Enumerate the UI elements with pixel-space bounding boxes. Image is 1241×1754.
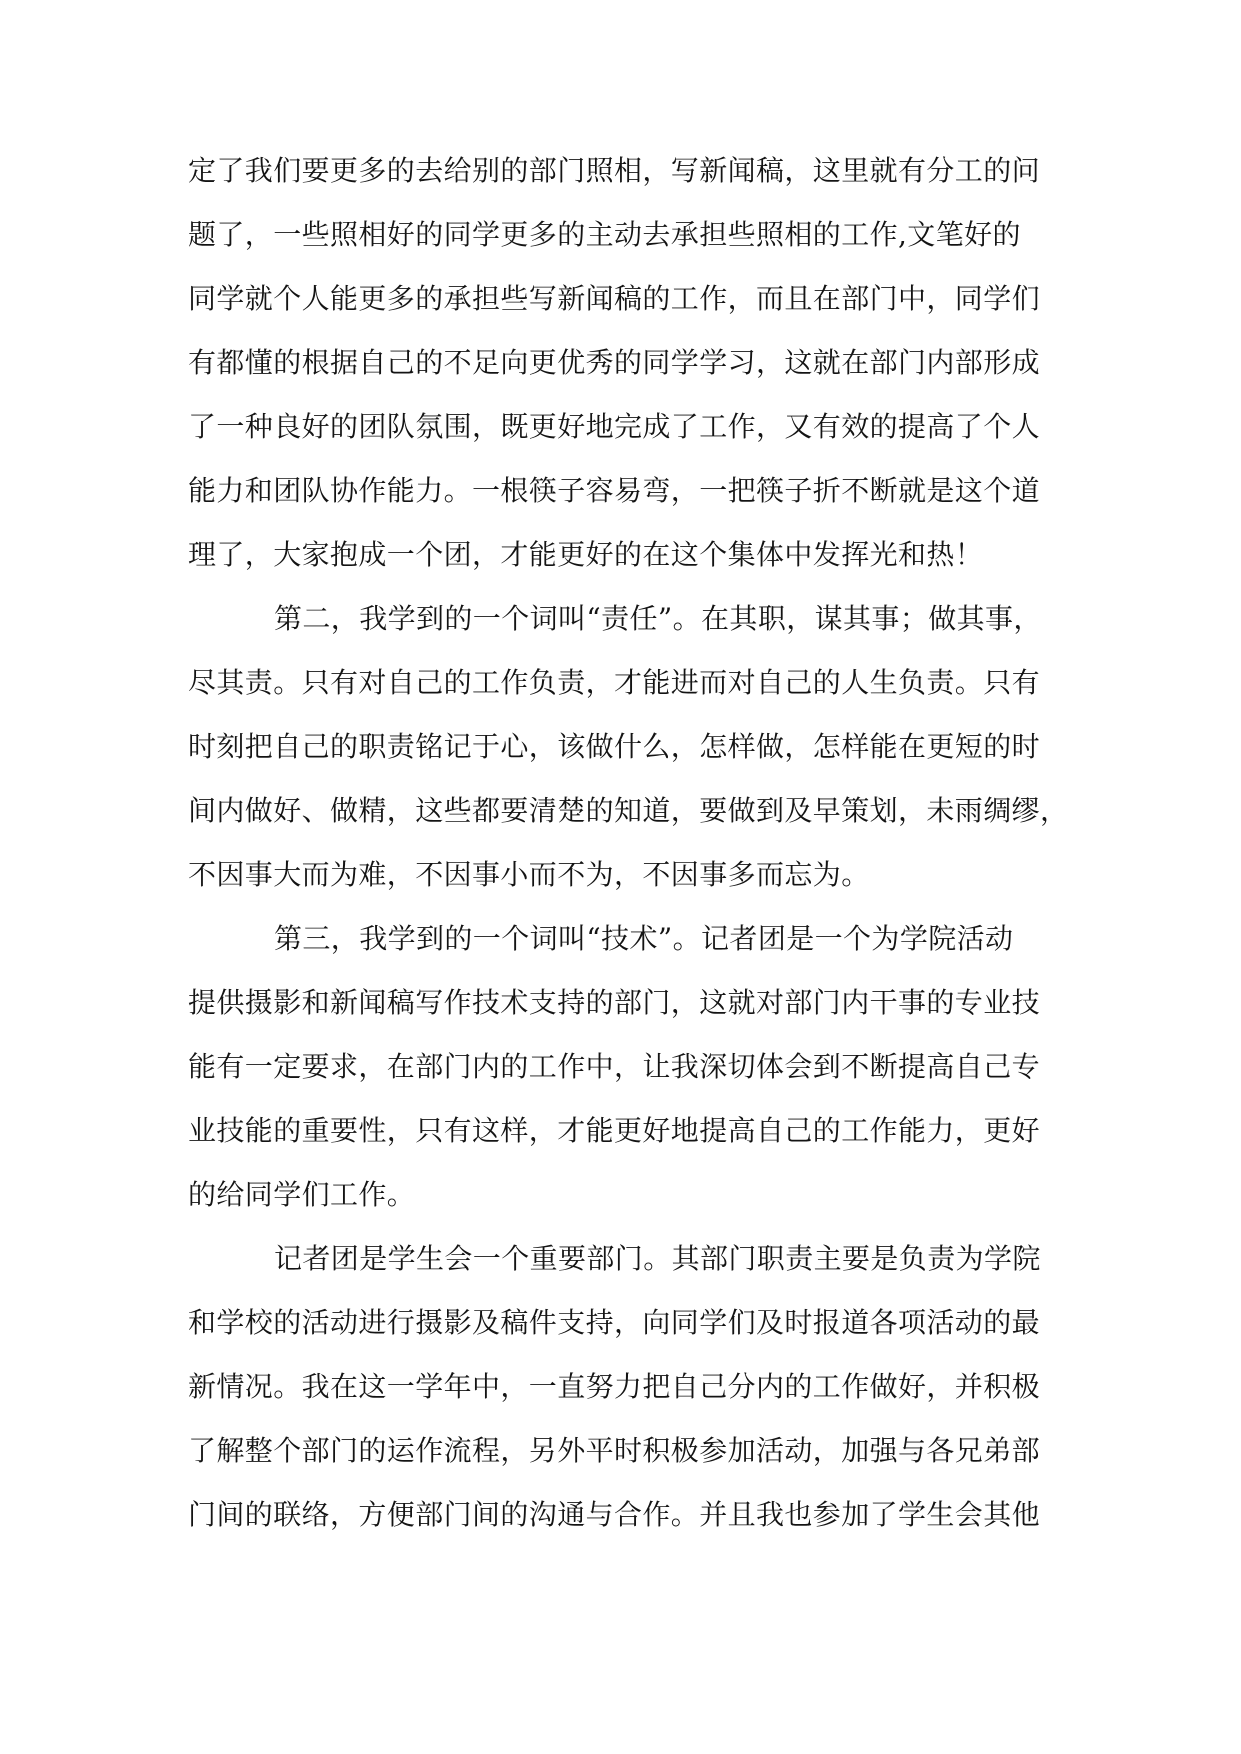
text-line: 间内做好、做精，这些都要清楚的知道，要做到及早策划，未雨绸缪， xyxy=(188,794,1069,827)
text-line: 门间的联络，方便部门间的沟通与合作。并且我也参加了学生会其他 xyxy=(188,1498,1041,1531)
text-line: 和学校的活动进行摄影及稿件支持，向同学们及时报道各项活动的最 xyxy=(188,1306,1041,1339)
text-line: 新情况。我在这一学年中，一直努力把自己分内的工作做好，并积极 xyxy=(188,1370,1041,1403)
text-line: 尽其责。只有对自己的工作负责，才能进而对自己的人生负责。只有 xyxy=(188,666,1041,699)
text-line: 题了，一些照相好的同学更多的主动去承担些照相的工作,文笔好的 xyxy=(188,218,1021,251)
text-line: 同学就个人能更多的承担些写新闻稿的工作，而且在部门中，同学们 xyxy=(188,282,1041,315)
paragraph-first-line: 记者团是学生会一个重要部门。其部门职责主要是负责为学院 xyxy=(274,1242,1041,1275)
text-line: 理了，大家抱成一个团，才能更好的在这个集体中发挥光和热！ xyxy=(188,538,984,571)
text-line: 定了我们要更多的去给别的部门照相，写新闻稿，这里就有分工的问 xyxy=(188,154,1041,187)
text-line: 了一种良好的团队氛围，既更好地完成了工作，又有效的提高了个人 xyxy=(188,410,1041,443)
text-line: 能力和团队协作能力。一根筷子容易弯，一把筷子折不断就是这个道 xyxy=(188,474,1041,507)
text-line: 业技能的重要性，只有这样，才能更好地提高自己的工作能力，更好 xyxy=(188,1114,1041,1147)
text-line: 提供摄影和新闻稿写作技术支持的部门，这就对部门内干事的专业技 xyxy=(188,986,1041,1019)
text-line: 能有一定要求，在部门内的工作中，让我深切体会到不断提高自己专 xyxy=(188,1050,1041,1083)
text-line: 了解整个部门的运作流程，另外平时积极参加活动，加强与各兄弟部 xyxy=(188,1434,1041,1467)
text-line: 不因事大而为难，不因事小而不为，不因事多而忘为。 xyxy=(188,858,870,891)
text-line: 的给同学们工作。 xyxy=(188,1178,416,1211)
paragraph-first-line: 第三，我学到的一个词叫“技术”。记者团是一个为学院活动 xyxy=(274,922,1014,955)
paragraph-first-line: 第二，我学到的一个词叫“责任”。在其职，谋其事；做其事， xyxy=(274,602,1042,635)
text-line: 有都懂的根据自己的不足向更优秀的同学学习，这就在部门内部形成 xyxy=(188,346,1041,379)
text-line: 时刻把自己的职责铭记于心，该做什么，怎样做，怎样能在更短的时 xyxy=(188,730,1041,763)
